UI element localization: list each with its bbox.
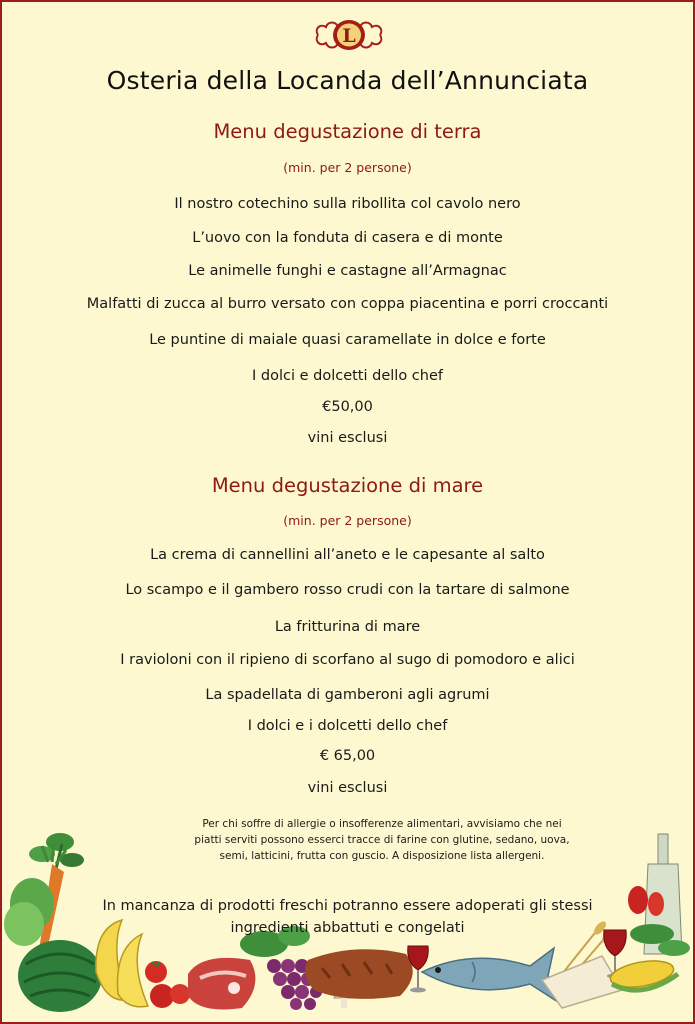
menu-mare-heading: Menu degustazione di mare <box>211 474 484 497</box>
locanda-logo <box>312 15 386 55</box>
tomato-icon <box>145 961 190 1008</box>
menu-mare-dish: I dolci e i dolcetti dello chef <box>247 718 448 734</box>
menu-mare-dish: La fritturina di mare <box>274 619 421 635</box>
menu-terra-dish: Malfatti di zucca al burro versato con coppa piacentina e porri croccanti <box>86 296 609 312</box>
menu-terra-heading: Menu degustazione di terra <box>213 120 482 143</box>
bread-icon <box>305 949 413 999</box>
menu-mare-price: € 65,00 <box>319 748 376 764</box>
menu-terra-wine-note: vini esclusi <box>307 430 388 446</box>
menu-terra-dish: Le animelle funghi e castagne all’Armagnac <box>188 263 507 279</box>
restaurant-title: Osteria della Locanda dell’Annunciata <box>106 66 589 95</box>
menu-terra-dish: L’uovo con la fonduta di casera e di monte <box>192 230 503 246</box>
menu-terra-dish: I dolci e dolcetti dello chef <box>252 368 443 384</box>
menu-mare-wine-note: vini esclusi <box>307 780 388 796</box>
menu-terra-price: €50,00 <box>322 399 373 415</box>
menu-mare-dish: La crema di cannellini all’aneto e le capesante al salto <box>150 547 545 563</box>
menu-mare-dish: Lo scampo e il gambero rosso crudi con la tartare di salmone <box>125 582 570 598</box>
menu-mare-note: (min. per 2 persone) <box>283 513 412 528</box>
menu-mare-dish: I ravioloni con il ripieno di scorfano al sugo di pomodoro e alici <box>120 652 575 668</box>
menu-terra-dish: Le puntine di maiale quasi caramellate in dolce e forte <box>149 332 546 348</box>
fish-icon <box>422 948 558 1002</box>
allergy-note: Per chi soffre di allergie o insofferenze alimentari, avvisiamo che nei piatti serviti possono esserci tracce di farine con glutine, sedano, uova, semi, latticini, frutta con guscio. A disposizione lista allergeni. <box>194 818 570 862</box>
logo-letter: L <box>342 25 356 47</box>
ham-icon <box>188 958 255 1010</box>
menu-terra-note: (min. per 2 persone) <box>283 160 412 175</box>
fresh-products-note: In mancanza di prodotti freschi potranno essere adoperati gli stessi ingredienti abbattuti e congelati <box>102 898 593 936</box>
corn-icon <box>608 957 678 992</box>
menu-terra-dish: Il nostro cotechino sulla ribollita col cavolo nero <box>174 196 521 212</box>
watermelon-icon <box>18 940 102 1012</box>
menu-mare-dish: La spadellata di gamberoni agli agrumi <box>205 687 490 703</box>
